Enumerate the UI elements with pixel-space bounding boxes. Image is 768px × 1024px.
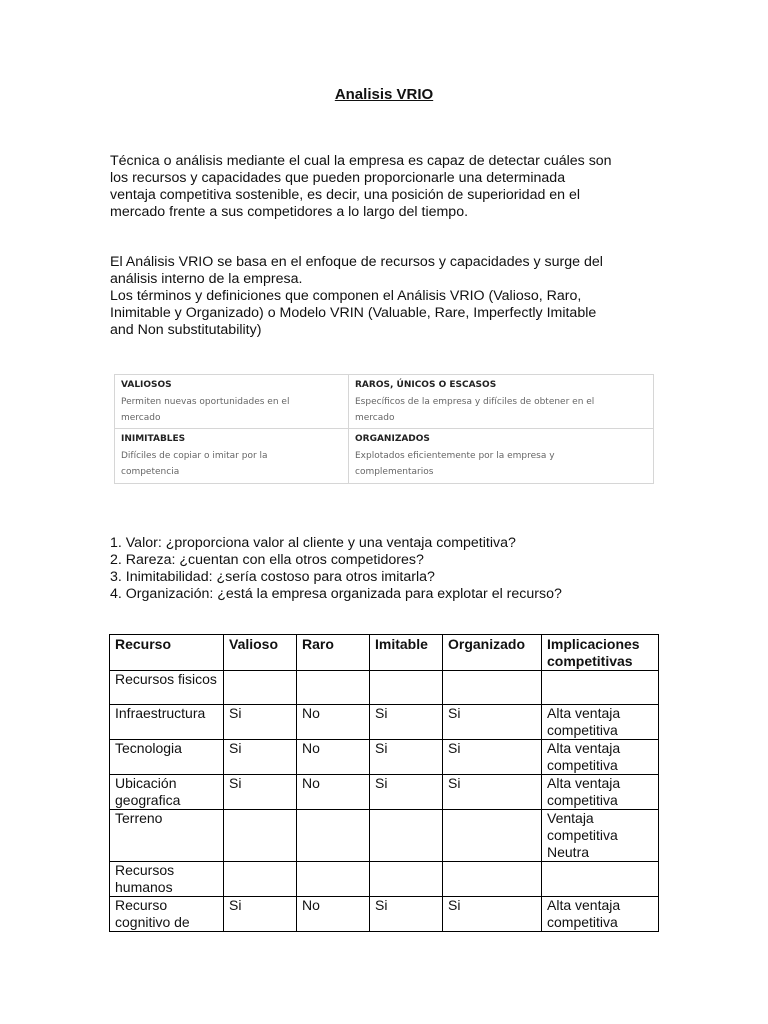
table-cell: Recursos fisicos [110,671,224,705]
question-item: 3. Inimitabilidad: ¿sería costoso para otros imitarla? [110,569,435,585]
basis-line: análisis interno de la empresa. [110,271,303,287]
table-row [110,775,659,810]
table-row [110,740,659,775]
table-cell: Terreno [110,810,224,862]
table-cell: Si [224,705,297,740]
vrio-desc: Permiten nuevas oportunidades en el [121,397,290,407]
header-organizado: Organizado [443,635,542,671]
vrio-desc: Específicos de la empresa y difíciles de obtener en el [355,397,595,407]
table-cell: Si [370,897,443,932]
table-cell: No [297,775,370,810]
table-row [110,810,659,862]
table-cell: Recurso cognitivo de [110,897,224,932]
table-cell: No [297,740,370,775]
questions-list [110,535,670,603]
table-cell [297,671,370,705]
basis-line: Los términos y definiciones que componen el Análisis VRIO (Valioso, Raro, [110,288,582,304]
table-cell: Si [224,897,297,932]
page-title: Analisis VRIO [334,86,434,103]
table-cell: Si [443,775,542,810]
vrio-heading: RAROS, ÚNICOS O ESCASOS [355,380,497,390]
question-item: 1. Valor: ¿proporciona valor al cliente y una ventaja competitiva? [110,535,516,551]
table-cell: No [297,897,370,932]
table-cell: Ubicación geografica [110,775,224,810]
intro-line: los recursos y capacidades que pueden proporcionarle una determinada [110,170,566,186]
basis-paragraph [110,254,670,339]
basis-line: and Non substitutability) [110,322,262,338]
vrio-desc: competencia [121,467,180,477]
table-cell: Tecnologia [110,740,224,775]
table-cell: Alta ventaja competitiva [542,705,659,740]
table-cell: Si [370,775,443,810]
intro-line: mercado frente a sus competidores a lo largo del tiempo. [110,204,469,220]
table-cell: Si [443,705,542,740]
table-cell [224,862,297,897]
table-row [110,671,659,705]
table-cell: Si [224,740,297,775]
vrio-cell-raros [348,375,653,429]
table-cell: Alta ventaja competitiva [542,740,659,775]
intro-line: Técnica o análisis mediante el cual la empresa es capaz de detectar cuáles son [110,153,612,169]
intro-paragraph [110,153,670,221]
table-cell [370,862,443,897]
table-cell [297,862,370,897]
table-cell: No [297,705,370,740]
table-cell [443,810,542,862]
vrio-desc: complementarios [355,467,434,477]
table-cell [370,671,443,705]
question-item: 4. Organización: ¿está la empresa organizada para explotar el recurso? [110,586,562,602]
table-header-row [110,635,659,671]
vrio-desc: mercado [355,413,395,423]
basis-line: Inimitable y Organizado) o Modelo VRIN (Valuable, Rare, Imperfectly Imitable [110,305,597,321]
resources-table [109,634,659,932]
header-imitable: Imitable [370,635,443,671]
vrio-heading: VALIOSOS [121,380,172,390]
table-cell: Recursos humanos [110,862,224,897]
table-cell [297,810,370,862]
header-raro: Raro [297,635,370,671]
table-cell [224,810,297,862]
table-cell [370,810,443,862]
table-cell [542,671,659,705]
question-item: 2. Rareza: ¿cuentan con ella otros competidores? [110,552,424,568]
table-cell [443,862,542,897]
vrio-cell-organizados [348,429,653,483]
vrio-desc: mercado [121,413,161,423]
table-cell [443,671,542,705]
table-row [110,862,659,897]
table-cell: Si [370,740,443,775]
vrio-cell-valiosos [115,375,348,429]
header-recurso: Recurso [110,635,224,671]
table-cell: Ventaja competitiva Neutra [542,810,659,862]
table-row [110,897,659,932]
table-cell: Alta ventaja competitiva [542,775,659,810]
intro-line: ventaja competitiva sostenible, es decir, una posición de superioridad en el [110,187,581,203]
vrio-desc: Explotados eficientemente por la empresa y [355,451,555,461]
vrio-heading: ORGANIZADOS [355,434,430,444]
table-row [110,705,659,740]
header-implicaciones: Implicaciones competitivas [542,635,659,671]
vrio-heading: INIMITABLES [121,434,186,444]
vrio-cell-inimitables [115,429,348,483]
table-cell: Si [443,740,542,775]
table-cell: Infraestructura [110,705,224,740]
table-cell: Si [443,897,542,932]
table-cell: Si [224,775,297,810]
table-cell: Alta ventaja competitiva [542,897,659,932]
table-cell [542,862,659,897]
vrio-definitions-grid [114,374,654,484]
basis-line: El Análisis VRIO se basa en el enfoque de recursos y capacidades y surge del [110,254,603,270]
table-cell [224,671,297,705]
vrio-desc: Difíciles de copiar o imitar por la [121,451,268,461]
table-cell: Si [370,705,443,740]
header-valioso: Valioso [224,635,297,671]
